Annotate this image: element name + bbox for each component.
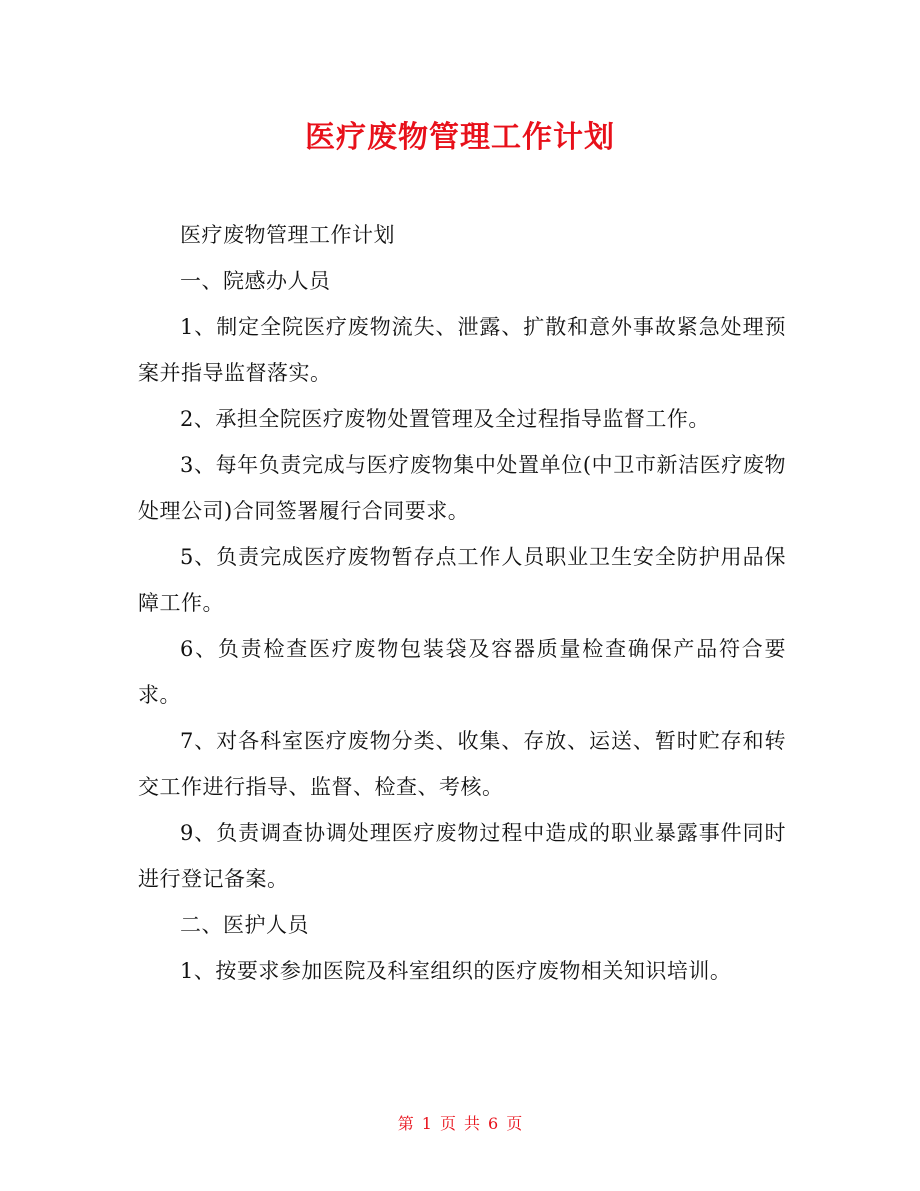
footer-total-pages: 6 bbox=[488, 1114, 499, 1133]
paragraph: 2、承担全院医疗废物处置管理及全过程指导监督工作。 bbox=[180, 407, 710, 431]
paragraph-heading: 医疗废物管理工作计划 bbox=[180, 223, 395, 247]
footer-suffix: 页 bbox=[506, 1114, 523, 1133]
section-heading-2: 二、医护人员 bbox=[180, 913, 309, 937]
paragraph: 3、每年负责完成与医疗废物集中处置单位(中卫市新洁医疗废物处理公司)合同签署履行合同要求。 bbox=[138, 453, 786, 523]
section-heading-1: 一、院感办人员 bbox=[180, 269, 331, 293]
paragraph: 1、制定全院医疗废物流失、泄露、扩散和意外事故紧急处理预案并指导监督落实。 bbox=[138, 315, 786, 385]
paragraph: 9、负责调查协调处理医疗废物过程中造成的职业暴露事件同时进行登记备案。 bbox=[138, 821, 786, 891]
footer-prefix: 第 bbox=[397, 1114, 414, 1133]
footer-page-word: 页 bbox=[439, 1114, 456, 1133]
document-body bbox=[138, 212, 786, 994]
document-title: 医疗废物管理工作计划 bbox=[305, 120, 615, 155]
paragraph: 7、对各科室医疗废物分类、收集、存放、运送、暂时贮存和转交工作进行指导、监督、检查、考核。 bbox=[138, 729, 786, 799]
paragraph: 5、负责完成医疗废物暂存点工作人员职业卫生安全防护用品保障工作。 bbox=[138, 545, 786, 615]
footer-total-word: 共 bbox=[464, 1114, 481, 1133]
page-footer bbox=[0, 1112, 920, 1136]
footer-page-number: 1 bbox=[421, 1114, 432, 1133]
paragraph: 6、负责检查医疗废物包装袋及容器质量检查确保产品符合要求。 bbox=[138, 637, 786, 707]
paragraph: 1、按要求参加医院及科室组织的医疗废物相关知识培训。 bbox=[180, 959, 732, 983]
